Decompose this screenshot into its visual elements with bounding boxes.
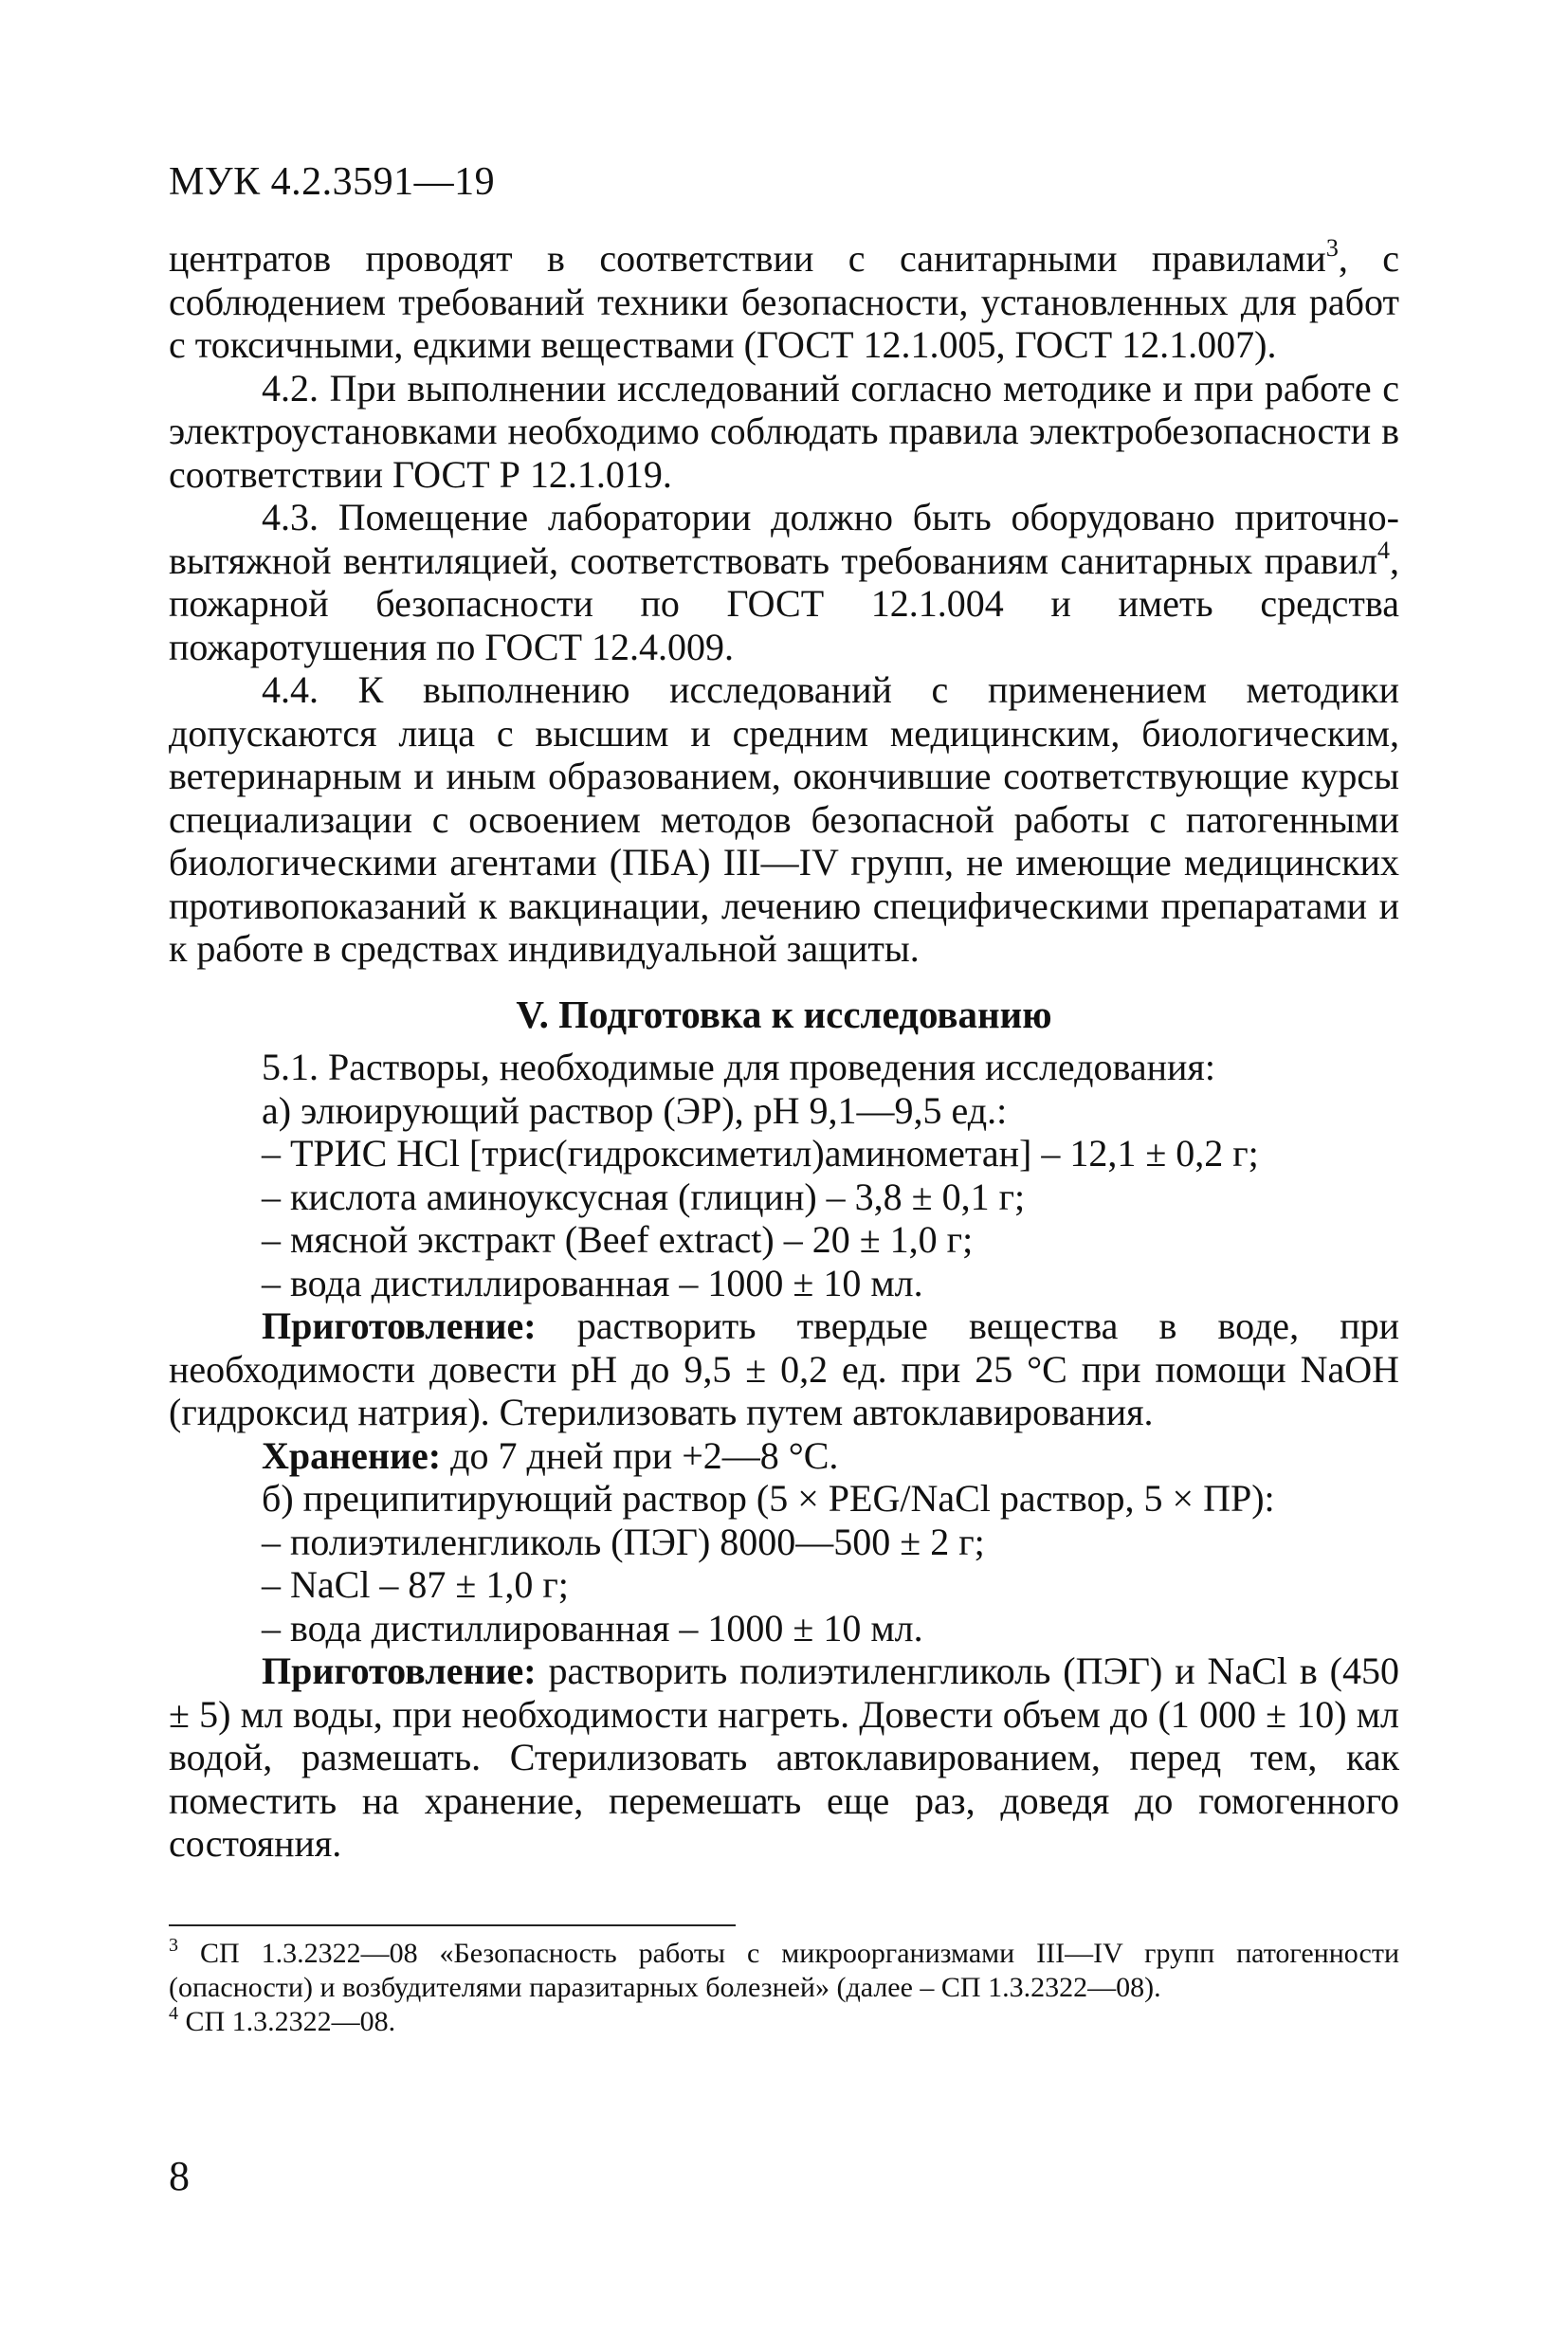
paragraph-4-2: 4.2. При выполнении исследований согласно методике и при работе с электроустановками необходимо соблюдать правила электробезопасности в соответствии ГОСТ Р 12.1.019. <box>169 366 1399 496</box>
solution-a-item: – мясной экстракт (Beef extract) – 20 ± 1,0 г; <box>262 1218 974 1261</box>
solution-b-item: – вода дистиллированная – 1000 ± 10 мл. <box>262 1606 923 1649</box>
solution-b-title: б) преципитирующий раствор (5 × PEG/NaCl раствор, 5 × ПР): <box>262 1477 1275 1520</box>
storage-label: Хранение: <box>262 1433 442 1477</box>
footnote-separator <box>169 1924 736 1926</box>
paragraph-4-3 <box>169 496 1399 668</box>
footnote-ref-4[interactable]: 4 <box>1377 536 1390 564</box>
preparation-label: Приготовление: <box>262 1304 537 1347</box>
solution-a-title: а) элюирующий раствор (ЭР), pH 9,1—9,5 ед.: <box>262 1088 1008 1132</box>
solution-b-item: – полиэтиленгликоль (ПЭГ) 8000—500 ± 2 г; <box>262 1520 985 1563</box>
footnote-text: СП 1.3.2322—08. <box>178 2006 396 2037</box>
solution-b-item: – NaCl – 87 ± 1,0 г; <box>262 1563 569 1606</box>
footnotes <box>169 1937 1399 2039</box>
solution-a-item: – ТРИС HCl [трис(гидроксиметил)аминометан] – 12,1 ± 0,2 г; <box>262 1132 1259 1175</box>
storage-text: до 7 дней при +2—8 °С. <box>441 1433 839 1477</box>
main-text <box>169 234 1399 1866</box>
paragraph-4-1-continuation <box>169 234 1399 367</box>
paragraph-text: центратов проводят в соответствии с санитарными правилами <box>169 237 1326 280</box>
footnote-mark: 4 <box>169 2003 178 2024</box>
preparation-label: Приготовление: <box>262 1649 537 1692</box>
footnote-3 <box>169 1937 1399 2005</box>
preparation-text: растворить твердые вещества в воде, при необходимости довести pH до 9,5 ± 0,2 ед. при 25 °С при помощи NaOH (гидроксид натрия). Стерилизовать путем автоклавирования. <box>169 1304 1399 1433</box>
document-code-header: МУК 4.2.3591—19 <box>169 160 496 204</box>
footnote-4 <box>169 2005 1399 2039</box>
solution-a-storage <box>169 1434 1399 1478</box>
solution-a-item: – вода дистиллированная – 1000 ± 10 мл. <box>262 1261 923 1304</box>
preparation-text: растворить полиэтиленгликоль (ПЭГ) и NaCl в (450 ± 5) мл воды, при необходимости нагреть. Довести объем до (1 000 ± 10) мл водой, размешать. Стерилизовать автоклавированием, перед тем, как поместить на хранение, перемешать еще раз, доведя до гомогенного состояния. <box>169 1649 1399 1865</box>
footnote-mark: 3 <box>169 1935 178 1956</box>
solution-a-item: – кислота аминоуксусная (глицин) – 3,8 ± 0,1 г; <box>262 1175 1026 1218</box>
paragraph-5-1: 5.1. Растворы, необходимые для проведения исследования: <box>262 1046 1215 1088</box>
solution-a-preparation <box>169 1304 1399 1434</box>
footnote-ref-3[interactable]: 3 <box>1325 234 1339 262</box>
paragraph-4-4: 4.4. К выполнению исследований с применением методики допускаются лица с высшим и средним медицинским, биологическим, ветеринарным и иным образованием, окончившие соответствующие курсы специализации с освоением методов безопасной работы с патогенными биологическими агентами (ПБА) III—IV групп, не имеющие медицинских противопоказаний к вакцинации, лечению специфическими препаратами и к работе в средствах индивидуальной защиты. <box>169 668 1399 970</box>
solution-b-preparation <box>169 1649 1399 1866</box>
paragraph-text-continued: , с соблюдением требований техники безопасности, установленных для работ с токсичными, едкими веществами (ГОСТ 12.1.005, ГОСТ 12.1.007). <box>169 237 1399 366</box>
section-heading: V. Подготовка к исследованию <box>516 992 1052 1036</box>
paragraph-text-continued: , пожарной безопасности по ГОСТ 12.1.004 и иметь средства пожаротушения по ГОСТ 12.4.009. <box>169 538 1399 668</box>
page-number: 8 <box>169 2153 190 2199</box>
paragraph-text: 4.3. Помещение лаборатории должно быть оборудовано приточно-вытяжной вентиляцией, соответствовать требованиям санитарных правил <box>169 496 1399 582</box>
footnote-text: СП 1.3.2322—08 «Безопасность работы с микроорганизмами III—IV групп патогенности (опасности) и возбудителями паразитарных болезней» (далее – СП 1.3.2322—08). <box>169 1938 1399 2003</box>
